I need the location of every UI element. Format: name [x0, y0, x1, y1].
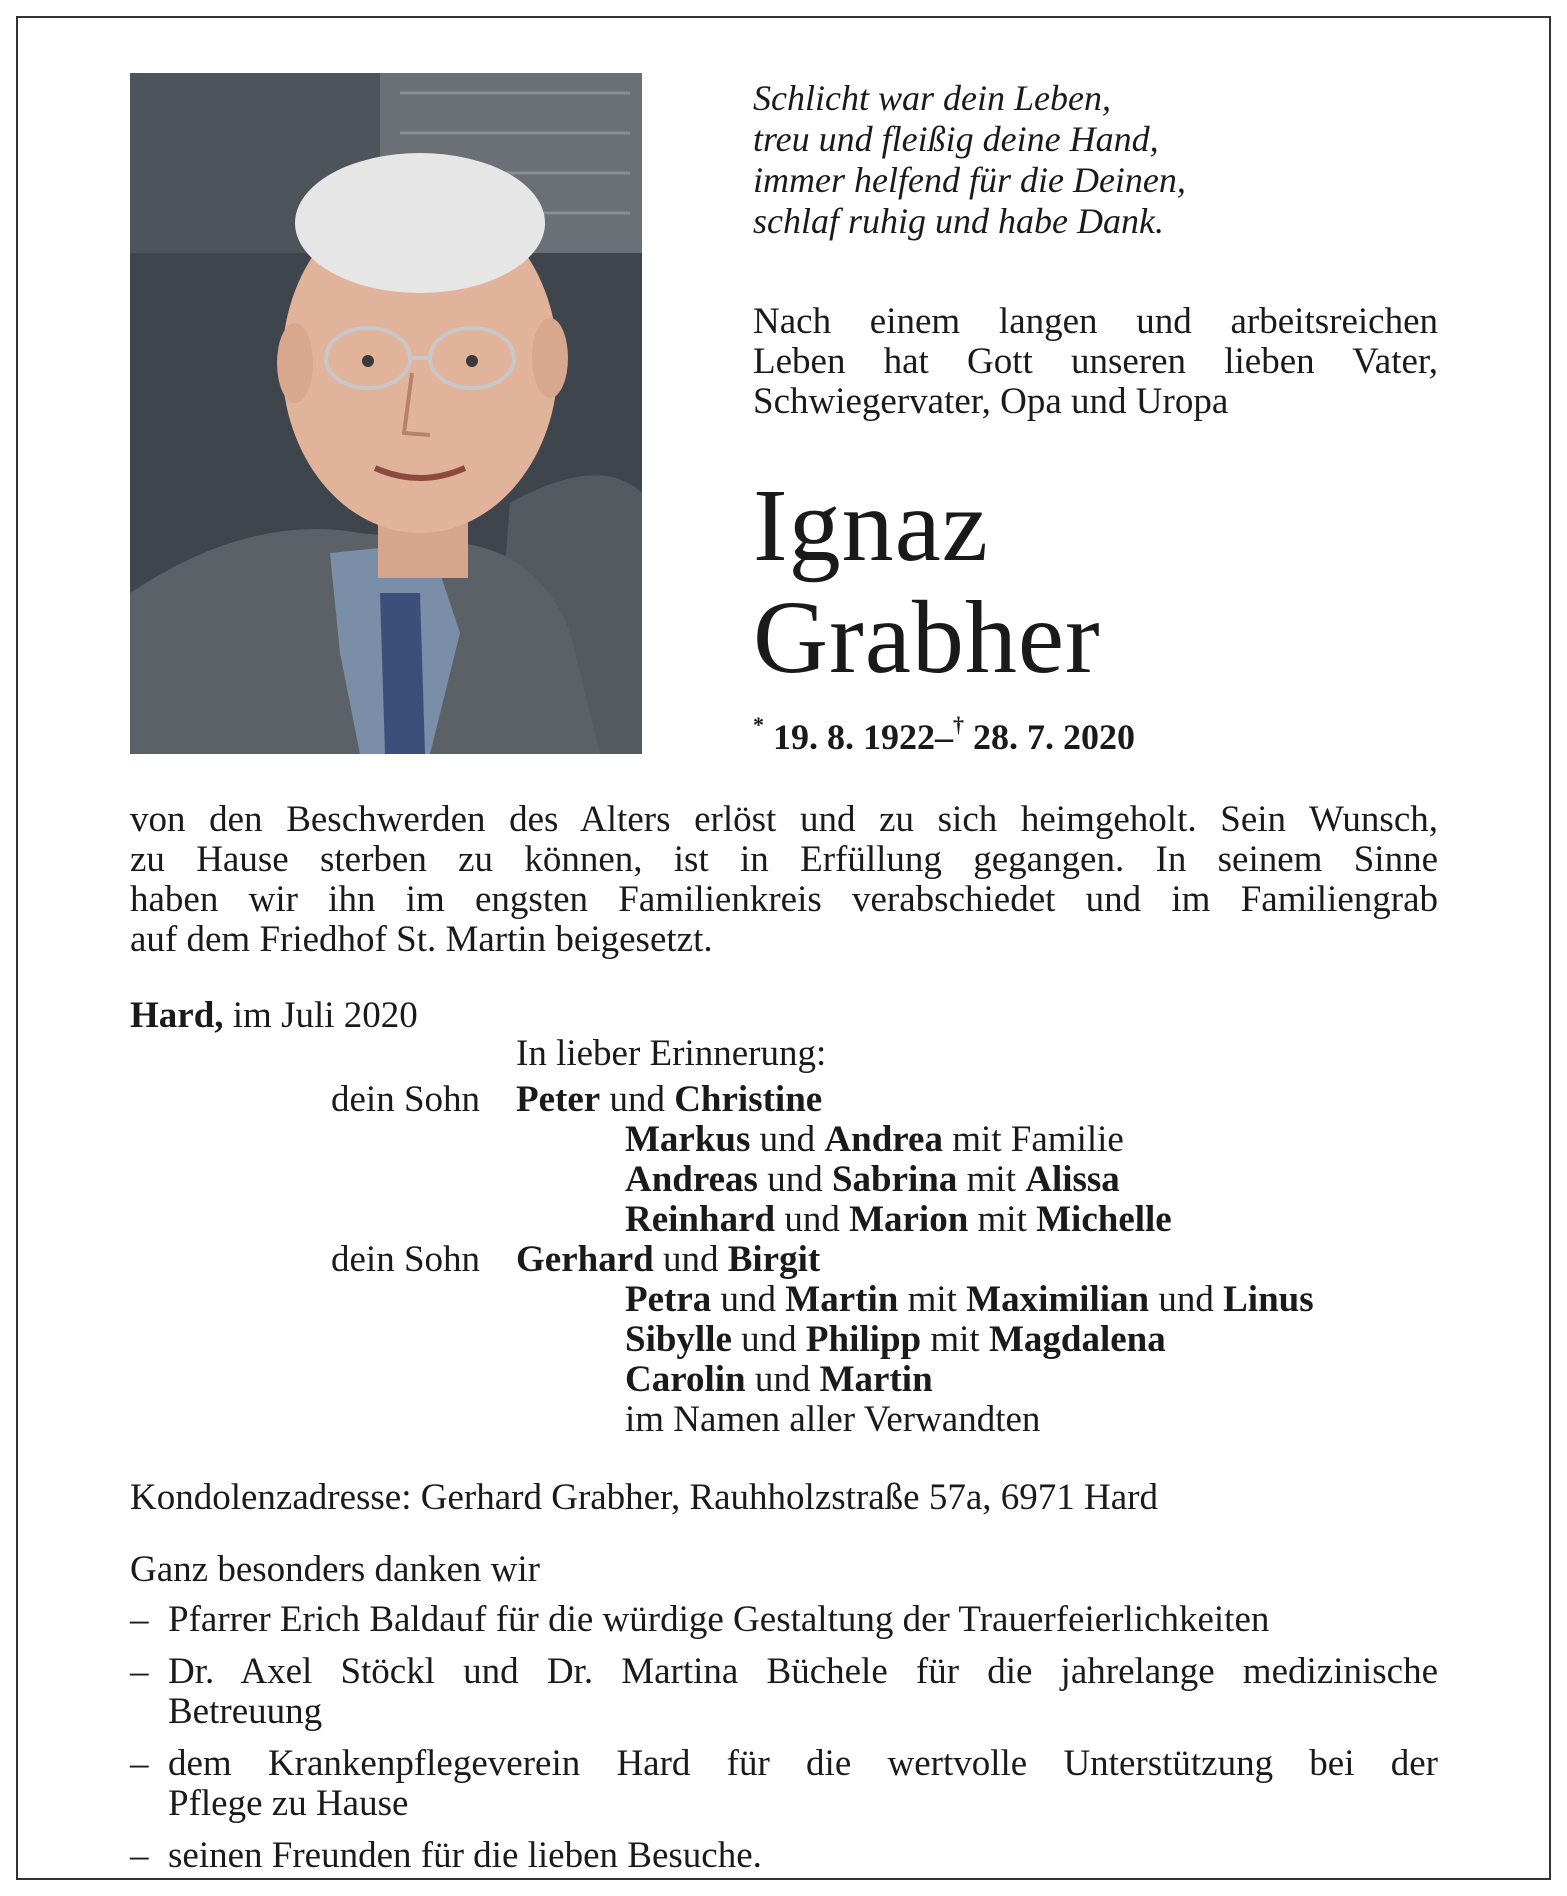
connector: mit Familie	[942, 1119, 1124, 1160]
family-name: Petra	[625, 1279, 712, 1320]
poem-line: immer helfend für die Deinen,	[753, 160, 1186, 200]
dash-bullet: –	[130, 1599, 149, 1640]
family-row	[0, 1320, 1567, 1360]
thanks-line: Betreuung	[168, 1691, 323, 1732]
place-date-text: im Juli 2020	[223, 995, 418, 1036]
family-name: Philipp	[805, 1319, 922, 1360]
life-dates	[753, 712, 1135, 758]
intro-line: Schwiegervater, Opa und Uropa	[753, 381, 1229, 422]
family-name: Sabrina	[831, 1159, 958, 1200]
family-name: Alissa	[1025, 1159, 1120, 1200]
thanks-item	[130, 1744, 1438, 1824]
family-row	[0, 1360, 1567, 1400]
family-name: Christine	[674, 1079, 823, 1120]
connector: und	[757, 1159, 832, 1200]
thanks-line: Pflege zu Hause	[168, 1783, 409, 1824]
son-label: dein Sohn	[331, 1079, 481, 1120]
family-name: Markus	[625, 1119, 751, 1160]
dash-bullet: –	[130, 1651, 149, 1692]
body-line: von den Beschwerden des Alters erlöst und zu sich heimgeholt. Sein Wunsch,	[130, 799, 1438, 840]
family-name: Andrea	[824, 1119, 943, 1160]
thanks-item	[130, 1600, 1438, 1640]
thanks-line: seinen Freunden für die lieben Besuche.	[168, 1835, 762, 1876]
intro-line: Nach einem langen und arbeitsreichen	[753, 301, 1438, 342]
family-name: Maximilian	[966, 1279, 1150, 1320]
place-date	[130, 994, 418, 1037]
condolence-address: Kondolenzadresse: Gerhard Grabher, Rauhholzstraße 57a, 6971 Hard	[130, 1477, 1158, 1518]
place-town: Hard,	[130, 995, 224, 1036]
body-line: zu Hause sterben zu können, ist in Erfüllung gegangen. In seinem Sinne	[130, 839, 1438, 880]
birth-symbol: *	[753, 712, 764, 737]
death-symbol: †	[953, 712, 964, 737]
family-name: Peter	[516, 1079, 601, 1120]
family-row	[0, 1160, 1567, 1200]
body-line: haben wir ihn im engsten Familienkreis verabschiedet und im Familiengrab	[130, 879, 1438, 920]
intro-text	[753, 302, 1438, 422]
first-name: Ignaz	[753, 468, 989, 583]
poem-line: schlaf ruhig und habe Dank.	[753, 201, 1164, 241]
family-closing: im Namen aller Verwandten	[625, 1399, 1041, 1440]
thanks-item	[130, 1836, 1438, 1876]
connector: und	[745, 1359, 820, 1400]
last-name: Grabher	[753, 580, 1101, 695]
thanks-list	[130, 1600, 1438, 1888]
connector: mit	[921, 1319, 989, 1360]
date-separator: –	[935, 717, 953, 757]
poem-line: treu und fleißig deine Hand,	[753, 119, 1159, 159]
connector: und	[653, 1239, 728, 1280]
poem	[753, 78, 1453, 242]
family-row	[0, 1240, 1567, 1280]
body-line: auf dem Friedhof St. Martin beigesetzt.	[130, 919, 713, 960]
dash-bullet: –	[130, 1835, 149, 1876]
thanks-line: Pfarrer Erich Baldauf für die würdige Gestaltung der Trauerfeierlichkeiten	[168, 1599, 1270, 1640]
family-name: Martin	[819, 1359, 933, 1400]
thanks-heading: Ganz besonders danken wir	[130, 1549, 540, 1590]
family-row	[0, 1120, 1567, 1160]
son-label: dein Sohn	[331, 1239, 481, 1280]
connector: und	[600, 1079, 675, 1120]
family-list	[0, 1080, 1567, 1440]
family-name: Carolin	[625, 1359, 746, 1400]
family-name: Marion	[849, 1199, 969, 1240]
connector: und	[731, 1319, 806, 1360]
death-date: 28. 7. 2020	[973, 717, 1135, 757]
connector: mit	[898, 1279, 967, 1320]
family-name: Sibylle	[625, 1319, 732, 1360]
family-row	[0, 1400, 1567, 1440]
thanks-line: dem Krankenpflegeverein Hard für die wertvolle Unterstützung bei der	[168, 1743, 1438, 1784]
family-name: Reinhard	[625, 1199, 776, 1240]
thanks-item	[130, 1652, 1438, 1732]
connector: und	[1149, 1279, 1224, 1320]
portrait-photo	[130, 73, 642, 754]
memory-heading: In lieber Erinnerung:	[516, 1033, 827, 1074]
family-name: Gerhard	[516, 1239, 654, 1280]
family-row	[0, 1200, 1567, 1240]
family-row	[0, 1280, 1567, 1320]
connector: und	[775, 1199, 850, 1240]
family-name: Andreas	[625, 1159, 758, 1200]
thanks-line: Dr. Axel Stöckl und Dr. Martina Büchele für die jahrelange medizinische	[168, 1651, 1438, 1692]
family-name: Birgit	[727, 1239, 821, 1280]
intro-line: Leben hat Gott unseren lieben Vater,	[753, 341, 1438, 382]
family-name: Magdalena	[988, 1319, 1166, 1360]
connector: und	[750, 1119, 825, 1160]
poem-line: Schlicht war dein Leben,	[753, 78, 1111, 118]
body-paragraph	[130, 800, 1438, 960]
family-name: Linus	[1223, 1279, 1314, 1320]
connector: und	[711, 1279, 786, 1320]
birth-date: 19. 8. 1922	[773, 717, 935, 757]
connector: mit	[957, 1159, 1026, 1200]
dash-bullet: –	[130, 1743, 149, 1784]
family-row	[0, 1080, 1567, 1120]
family-name: Michelle	[1036, 1199, 1172, 1240]
family-name: Martin	[785, 1279, 899, 1320]
deceased-name	[753, 470, 1101, 694]
connector: mit	[968, 1199, 1037, 1240]
